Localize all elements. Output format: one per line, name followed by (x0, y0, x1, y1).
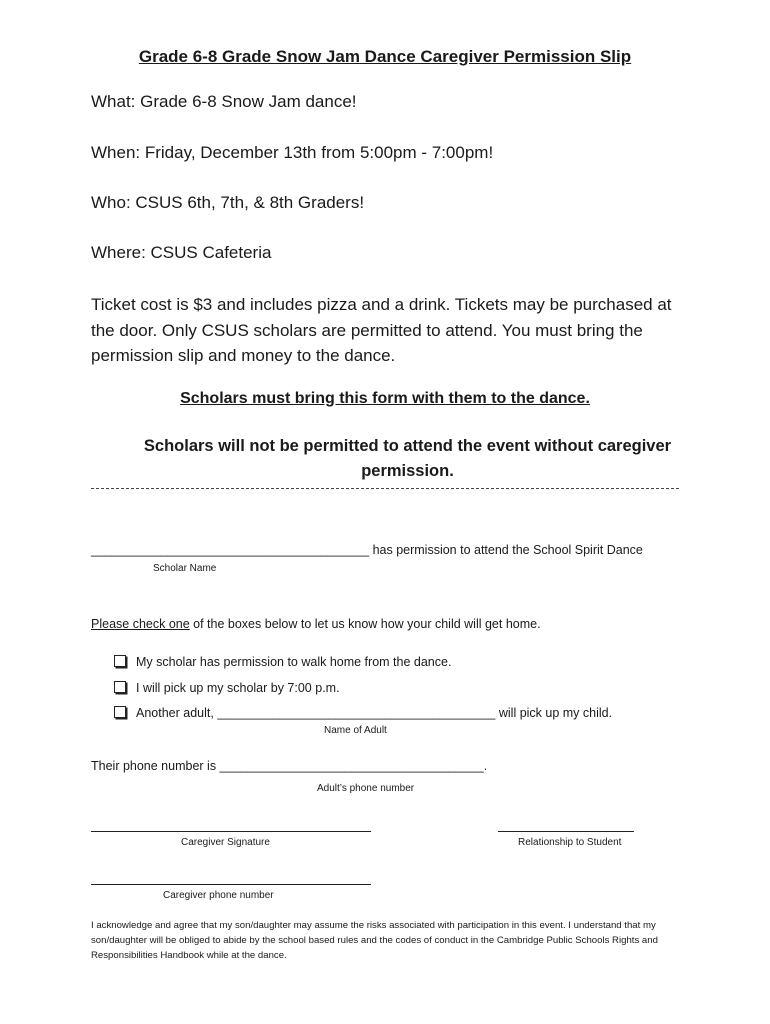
ticket-info: Ticket cost is $3 and includes pizza and a drink. Tickets may be purchased at the door. Only CSUS scholars are permitted to attend. You must bring the permission slip and money to the dance. (91, 295, 672, 365)
relationship-caption: Relationship to Student (518, 837, 622, 848)
acknowledgement-text: I acknowledge and agree that my son/daughter may assume the risks associated with participation in this event. I understand that my son/daughter will be obliged to abide by the school based rules and the codes of conduct in the Cambridge Public Schools Rights and Responsibilities Handbook while at the dance. (91, 920, 658, 961)
scholar-permission-text: has permission to attend the School Spirit Dance (372, 543, 643, 557)
scholar-name-caption: Scholar Name (153, 563, 217, 574)
option-label: I will pick up my scholar by 7:00 p.m. (136, 681, 340, 695)
checkbox-icon[interactable] (114, 655, 126, 667)
option-label-suffix: will pick up my child. (495, 706, 613, 720)
caregiver-signature-line[interactable] (91, 831, 371, 832)
caregiver-phone-line[interactable] (91, 884, 371, 885)
caregiver-phone-caption: Caregiver phone number (163, 890, 274, 901)
phone-blank[interactable]: ______________________________________ (219, 759, 484, 773)
option-pickup[interactable] (114, 681, 340, 695)
relationship-line[interactable] (498, 831, 634, 832)
check-instruction-emphasis: Please check one (91, 617, 190, 631)
checkbox-icon[interactable] (114, 681, 126, 693)
option-other-adult[interactable] (114, 706, 612, 720)
scholar-permission-line (91, 543, 643, 557)
adult-phone-caption: Adult’s phone number (317, 783, 415, 794)
cut-line-divider (91, 488, 679, 489)
permission-warning: Scholars will not be permitted to attend the event without caregiver permission. (143, 437, 672, 480)
phone-suffix: . (483, 759, 488, 773)
checkbox-icon[interactable] (114, 706, 126, 718)
phone-prefix: Their phone number is (91, 759, 220, 773)
event-who: Who: CSUS 6th, 7th, & 8th Graders! (91, 193, 365, 212)
adult-name-blank[interactable]: ________________________________________ (217, 706, 496, 720)
adult-phone-line (91, 759, 487, 773)
option-label-prefix: Another adult, (136, 706, 218, 720)
option-label: My scholar has permission to walk home from the dance. (136, 655, 452, 669)
scholar-name-blank[interactable]: ________________________________________ (91, 543, 370, 557)
event-what: What: Grade 6-8 Snow Jam dance! (91, 92, 357, 111)
check-instruction-rest: of the boxes below to let us know how your child will get home. (189, 617, 541, 631)
bring-form-notice: Scholars must bring this form with them to the dance. (180, 390, 590, 407)
caregiver-signature-caption: Caregiver Signature (181, 837, 270, 848)
event-where: Where: CSUS Cafeteria (91, 243, 272, 262)
page-title: Grade 6-8 Grade Snow Jam Dance Caregiver Permission Slip (138, 47, 632, 66)
adult-name-caption: Name of Adult (324, 725, 387, 736)
event-when: When: Friday, December 13th from 5:00pm - 7:00pm! (91, 143, 494, 162)
check-instruction (91, 617, 541, 631)
option-walk-home[interactable] (114, 655, 451, 669)
